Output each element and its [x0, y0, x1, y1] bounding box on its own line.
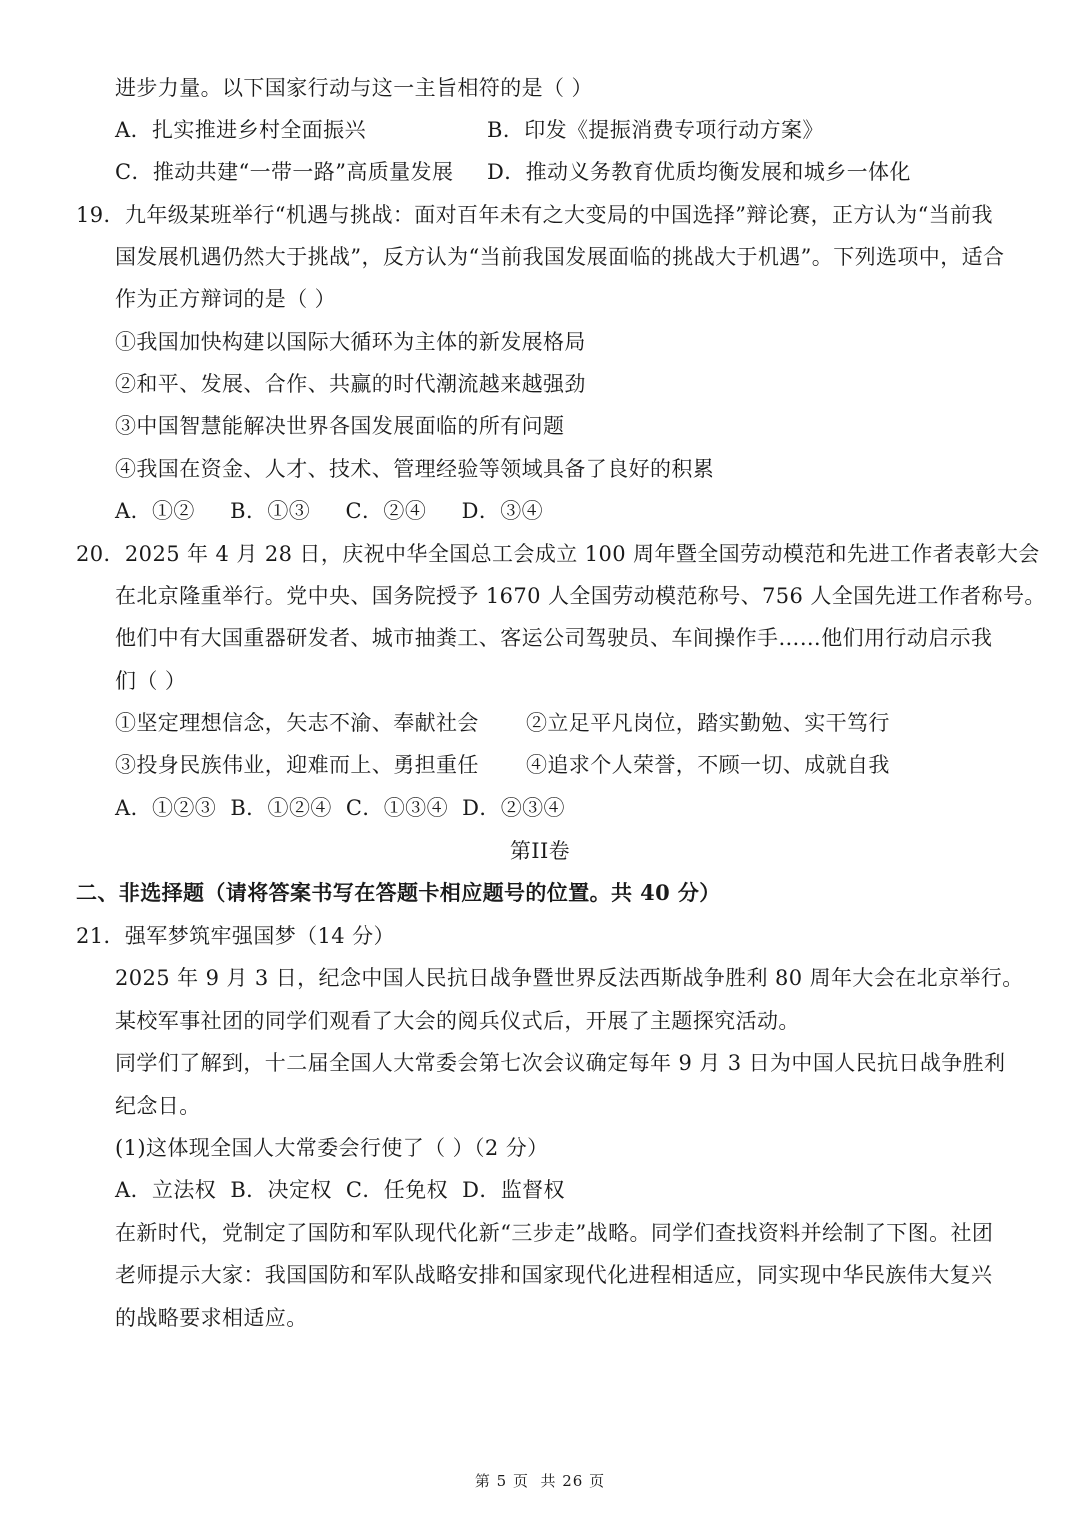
q18-option-a: A．扎实推进乡村全面振兴	[115, 118, 366, 142]
q19-stem-line3: 作为正方辩词的是（ ）	[115, 287, 337, 311]
q21-subquestion-1-options: A．立法权 B．决定权 C．任免权 D．监督权	[115, 1178, 565, 1202]
q20-statement-1: ①坚定理想信念，矢志不渝、奉献社会	[115, 711, 479, 735]
q21-material-1-line2: 某校军事社团的同学们观看了大会的阅兵仪式后，开展了主题探究活动。	[115, 1009, 800, 1033]
q20-stem-line1: 20．2025 年 4 月 28 日，庆祝中华全国总工会成立 100 周年暨全国劳动模范和先进工作者表彰大会	[76, 542, 1040, 566]
q20-statement-3: ③投身民族伟业，迎难而上、勇担重任	[115, 753, 479, 777]
q19-stem-line2: 国发展机遇仍然大于挑战”，反方认为“当前我国发展面临的挑战大于机遇”。下列选项中，适合	[115, 245, 1005, 269]
q18-option-d: D．推动义务教育优质均衡发展和城乡一体化	[487, 160, 911, 184]
q21-material-3-line2: 老师提示大家：我国国防和军队战略安排和国家现代化进程相适应，同实现中华民族伟大复兴	[115, 1263, 993, 1287]
q21-title: 21．强军梦筑牢强国梦（14 分）	[76, 924, 395, 948]
q21-material-3-line3: 的战略要求相适应。	[115, 1306, 308, 1330]
q19-statement-1: ①我国加快构建以国际大循环为主体的新发展格局	[115, 330, 586, 354]
q19-stem-line1: 19．九年级某班举行“机遇与挑战：面对百年未有之大变局的中国选择”辩论赛，正方认为“当前我	[76, 203, 993, 227]
q19-statement-2: ②和平、发展、合作、共赢的时代潮流越来越强劲	[115, 372, 586, 396]
q20-options: A．①②③ B．①②④ C．①③④ D．②③④	[115, 796, 565, 820]
q19-statement-4: ④我国在资金、人才、技术、管理经验等领域具备了良好的积累	[115, 457, 715, 481]
q20-statement-4: ④追求个人荣誉，不顾一切、成就自我	[526, 753, 890, 777]
q20-stem-line4: 们（ ）	[115, 669, 187, 693]
page-number-footer: 第 5 页 共 26 页	[474, 1472, 606, 1490]
q21-material-3-line1: 在新时代，党制定了国防和军队现代化新“三步走”战略。同学们查找资料并绘制了下图。社团	[115, 1221, 994, 1245]
q19-statement-3: ③中国智慧能解决世界各国发展面临的所有问题	[115, 414, 565, 438]
q21-material-2-line2: 纪念日。	[115, 1094, 201, 1118]
q20-stem-line2: 在北京隆重举行。党中央、国务院授予 1670 人全国劳动模范称号、756 人全国先进工作者称号。	[115, 584, 1046, 608]
q21-material-2-line1: 同学们了解到，十二届全国人大常委会第七次会议确定每年 9 月 3 日为中国人民抗日战争胜利	[115, 1051, 1006, 1075]
q20-stem-line3: 他们中有大国重器研发者、城市抽粪工、客运公司驾驶员、车间操作手……他们用行动启示我	[115, 626, 993, 650]
q19-options: A．①② B．①③ C．②④ D．③④	[115, 499, 544, 523]
q21-material-1-line1: 2025 年 9 月 3 日，纪念中国人民抗日战争暨世界反法西斯战争胜利 80 周年大会在北京举行。	[115, 966, 1024, 990]
volume-title: 第II卷	[509, 839, 571, 863]
q18-option-c: C．推动共建“一带一路”高质量发展	[115, 160, 454, 184]
q18-option-b: B．印发《提振消费专项行动方案》	[487, 118, 824, 142]
section-2-heading: 二、非选择题（请将答案书写在答题卡相应题号的位置。共 40 分）	[76, 880, 721, 905]
q21-subquestion-1: (1)这体现全国人大常委会行使了（ ）（2 分）	[115, 1136, 549, 1160]
q18-stem-tail: 进步力量。以下国家行动与这一主旨相符的是（ ）	[115, 76, 593, 100]
q20-statement-2: ②立足平凡岗位，踏实勤勉、实干笃行	[526, 711, 890, 735]
